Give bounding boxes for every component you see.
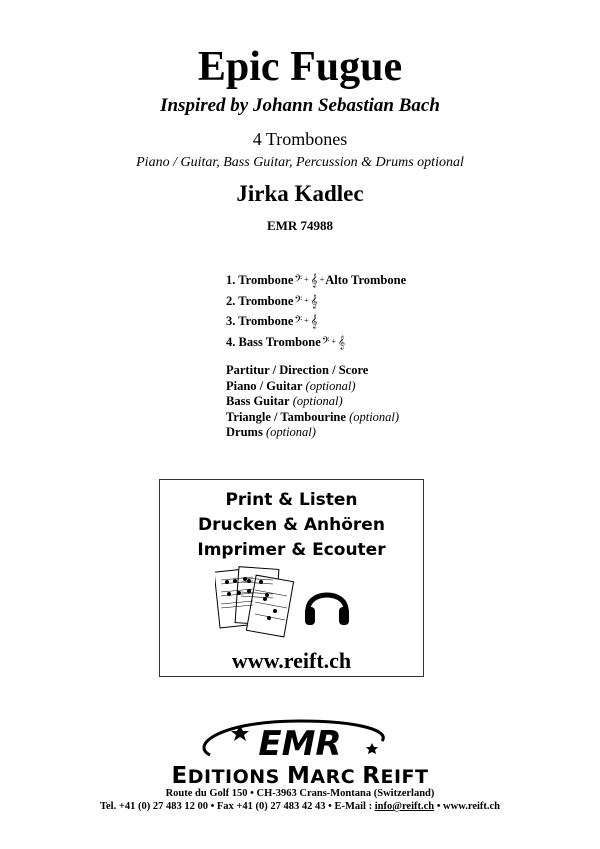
- print-listen-box: [159, 479, 424, 677]
- bass-clef-icon: 𝄢: [294, 273, 303, 288]
- extra-name: Drums: [226, 425, 263, 439]
- extra-note: (optional): [349, 409, 400, 424]
- promo-line-en: Print & Listen: [225, 490, 358, 510]
- score-subtitle: Inspired by Johann Sebastian Bach: [160, 95, 440, 116]
- extra-name: Bass Guitar: [226, 394, 290, 408]
- part-item: [226, 332, 406, 353]
- publisher-name: EDITIONS MARC REIFT: [171, 763, 429, 789]
- extra-item: [226, 363, 399, 379]
- clef-plus: +: [319, 275, 325, 285]
- part-label: 4. Bass Trombone: [226, 334, 321, 349]
- clef-plus: +: [331, 336, 337, 346]
- clef-plus: +: [304, 275, 309, 285]
- instrumentation: 4 Trombones: [252, 129, 348, 149]
- bass-clef-icon: 𝄢: [321, 334, 330, 349]
- part-label: 3. Trombone: [226, 314, 294, 329]
- promo-line-de: Drucken & Anhören: [198, 515, 385, 535]
- extra-item: [226, 425, 399, 441]
- extra-note: (optional): [265, 425, 316, 439]
- treble-clef-icon: 𝄞: [338, 334, 346, 349]
- part-suffix: Alto Trombone: [325, 273, 407, 288]
- extra-name: Triangle / Tambourine: [226, 409, 346, 424]
- bass-clef-icon: 𝄢: [294, 314, 303, 329]
- extra-item: [226, 394, 399, 410]
- promo-url: www.reift.ch: [231, 648, 352, 673]
- extra-name: Partitur / Direction / Score: [226, 363, 369, 377]
- part-label: 2. Trombone: [226, 293, 294, 308]
- publisher-contact: Tel. +41 (0) 27 483 12 00 • Fax +41 (0) 27 483 42 43 • E-Mail : info@reift.ch • www.reift.ch: [99, 801, 501, 812]
- bass-clef-icon: 𝄢: [294, 293, 303, 308]
- composer-name: Jirka Kadlec: [236, 181, 364, 206]
- clef-plus: +: [304, 316, 309, 326]
- catalog-number: EMR 74988: [266, 218, 334, 233]
- part-label: 1. Trombone: [226, 273, 294, 288]
- part-item: [226, 311, 406, 332]
- extra-item: [226, 379, 399, 395]
- logo-mark-text: EMR: [258, 724, 342, 763]
- clef-plus: +: [304, 295, 309, 305]
- sheet-music-icon: [215, 566, 295, 638]
- publisher-address: Route du Golf 150 • CH-3963 Crans-Montana (Switzerland): [165, 788, 435, 799]
- score-title: Epic Fugue: [197, 44, 403, 90]
- extra-note: (optional): [292, 394, 343, 408]
- treble-clef-icon: 𝄞: [310, 273, 318, 288]
- parts-list: [226, 270, 406, 352]
- extras-list: [226, 363, 399, 441]
- optional-instruments: Piano / Guitar, Bass Guitar, Percussion & Drums optional: [136, 155, 464, 170]
- extra-note: (optional): [305, 378, 356, 393]
- treble-clef-icon: 𝄞: [310, 314, 318, 329]
- headphones-icon: [302, 580, 352, 630]
- part-item: [226, 270, 406, 291]
- extra-item: [226, 410, 399, 426]
- promo-line-fr: Imprimer & Ecouter: [197, 540, 386, 560]
- extra-name: Piano / Guitar: [226, 378, 303, 393]
- emr-logo-mark: [150, 715, 450, 763]
- treble-clef-icon: 𝄞: [310, 293, 318, 308]
- part-item: [226, 291, 406, 312]
- email-link[interactable]: info@reift.ch: [374, 801, 435, 812]
